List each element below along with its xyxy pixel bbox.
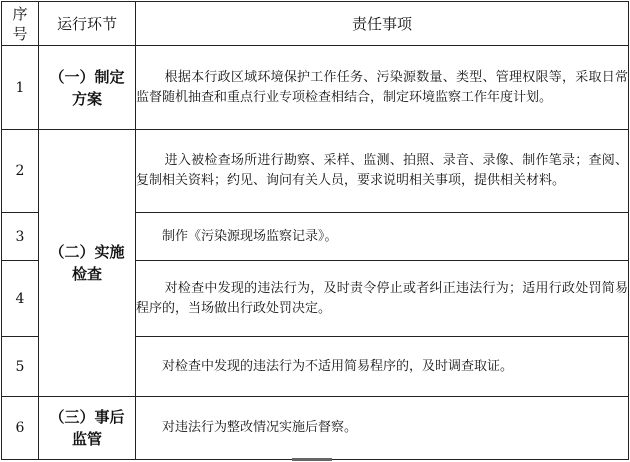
duty-cell [136, 397, 629, 460]
row-number: 6 [2, 397, 39, 460]
duty-cell [136, 213, 629, 261]
header-seq: 序号 [2, 2, 39, 46]
stage-cell [39, 397, 136, 460]
duty-cell [136, 337, 629, 397]
duty-cell [136, 46, 629, 130]
page-edge-mark [292, 458, 332, 461]
header-duty: 责任事项 [136, 2, 629, 46]
table-row [2, 130, 629, 213]
stage-label: （三）事后监管 [49, 408, 125, 448]
header-row [2, 2, 629, 46]
row-number: 1 [2, 46, 39, 130]
duty-text: 根据本行政区域环境保护工作任务、污染源数量、类型、管理权限等，采取日常监督随机抽查和重点行业专项检查相结合，制定环境监察工作年度计划。 [136, 69, 628, 105]
duty-text: 制作《污染源现场监察记录》。 [162, 228, 338, 244]
duty-text: 对检查中发现的违法行为，及时责令停止或者纠正违法行为；适用行政处罚简易程序的，当场做出行政处罚决定。 [136, 280, 628, 316]
stage-label: （一）制定方案 [49, 67, 125, 108]
row-number: 4 [2, 261, 39, 337]
duty-cell [136, 261, 629, 337]
header-stage: 运行环节 [39, 2, 136, 46]
responsibility-table [1, 1, 629, 460]
stage-cell [39, 130, 136, 397]
table-row [2, 397, 629, 460]
duty-text: 对检查中发现的违法行为不适用简易程序的，及时调查取证。 [162, 358, 514, 374]
row-number: 5 [2, 337, 39, 397]
duty-text: 对违法行为整改情况实施后督察。 [162, 420, 358, 435]
table-row [2, 46, 629, 130]
row-number: 2 [2, 130, 39, 213]
stage-cell [39, 46, 136, 130]
duty-text: 进入被检查场所进行勘察、采样、监测、拍照、录音、录像、制作笔录；查阅、复制相关资料；约见、询问有关人员，要求说明相关事项，提供相关材料。 [136, 153, 628, 188]
duty-cell [136, 130, 629, 213]
stage-label: （二）实施检查 [49, 243, 125, 283]
row-number: 3 [2, 213, 39, 261]
